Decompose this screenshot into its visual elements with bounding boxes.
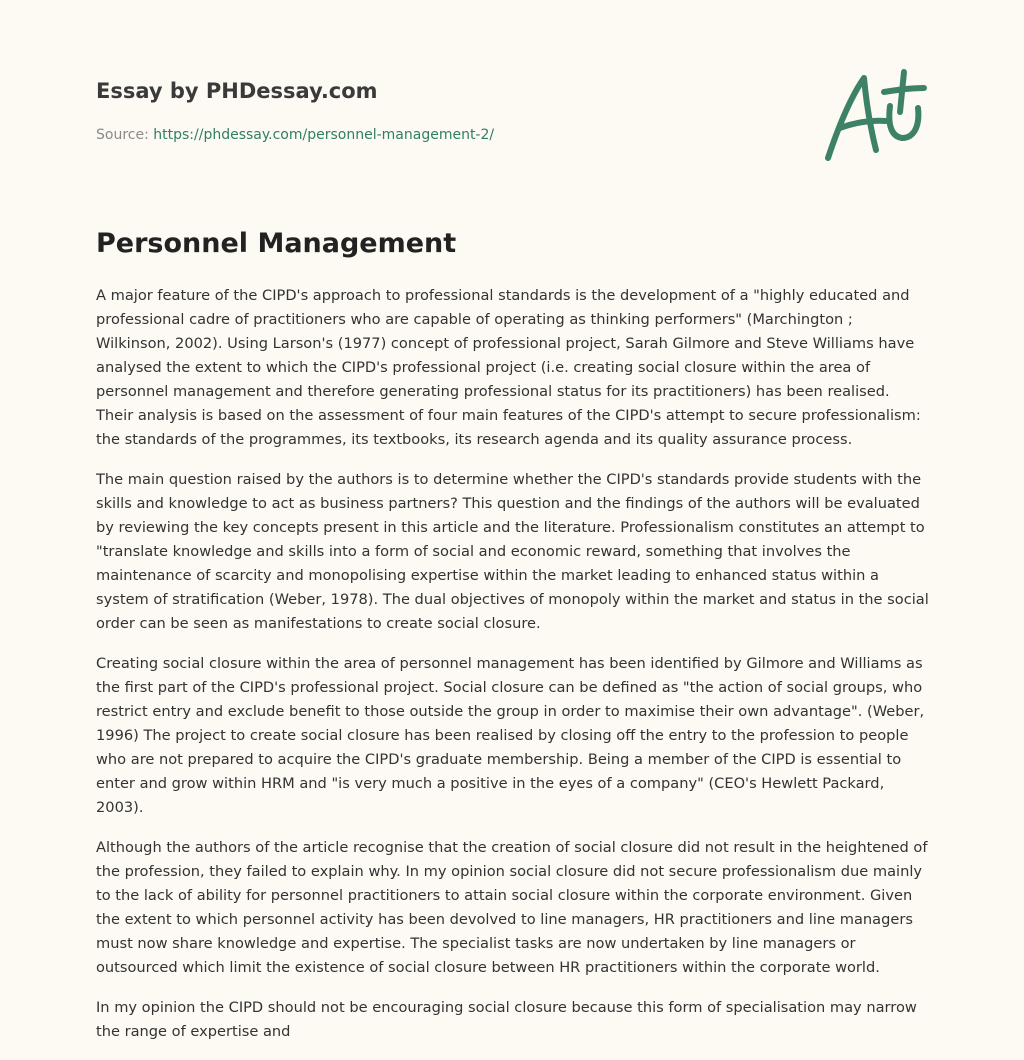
paragraph: Although the authors of the article recognise that the creation of social closure did not result in the heightened of the profession, they failed to explain why. In my opinion social closure did not secure professionalism due mainly to the lack of ability for personnel practitioners to attain social closure within the corporate environment. Given the extent to which personnel activity has been devolved to line managers, HR practitioners and line managers must now share knowledge and expertise. The specialist tasks are now undertaken by line managers or outsourced which limit the existence of social closure between HR practitioners within the corporate world. [96,839,928,976]
source-label: Source: [96,127,154,143]
brand-title: Essay by PHDessay.com [96,79,378,103]
a-plus-grade-icon [820,66,930,166]
page-title: Personnel Management [96,228,457,259]
source-line [96,126,796,144]
a-plus-logo-graphic [820,66,930,166]
paragraph: In my opinion the CIPD should not be encouraging social closure because this form of specialisation may narrow the range of expertise and [96,999,917,1040]
paragraph: Creating social closure within the area of personnel management has been identified by Gilmore and Williams as the first part of the CIPD's professional project. Social closure can be defined as "the action of social groups, who restrict entry and exclude benefit to those outside the group in order to maximise their own advantage". (Weber, 1996) The project to create social closure has been realised by closing off the entry to the profession to people who are not prepared to acquire the CIPD's graduate membership. Being a member of the CIPD is essential to enter and grow within HRM and "is very much a positive in the eyes of a company" (CEO's Hewlett Packard, 2003). [96,655,925,816]
paragraph: The main question raised by the authors is to determine whether the CIPD's standards provide students with the skills and knowledge to act as business partners? This question and the findings of the authors will be evaluated by reviewing the key concepts present in this article and the literature. Professionalism constitutes an attempt to "translate knowledge and skills into a form of social and economic reward, something that involves the maintenance of scarcity and monopolising expertise within the market leading to enhanced status within a system of stratification (Weber, 1978). The dual objectives of monopoly within the market and status in the social order can be seen as manifestations to create social closure. [96,471,929,632]
paragraph: A major feature of the CIPD's approach to professional standards is the development of a "highly educated and professional cadre of practitioners who are capable of operating as thinking performers" (Marchington ; Wilkinson, 2002). Using Larson's (1977) concept of professional project, Sarah Gilmore and Steve Williams have analysed the extent to which the CIPD's professional project (i.e. creating social closure within the area of personnel management and therefore generating professional status for its practitioners) has been realised. Their analysis is based on the assessment of four main features of the CIPD's attempt to secure professionalism: the standards of the programmes, its textbooks, its research agenda and its quality assurance process. [96,287,921,448]
source-link[interactable]: https://phdessay.com/personnel-management-2/ [153,127,495,143]
essay-header [96,78,796,144]
article-body [96,284,930,1060]
